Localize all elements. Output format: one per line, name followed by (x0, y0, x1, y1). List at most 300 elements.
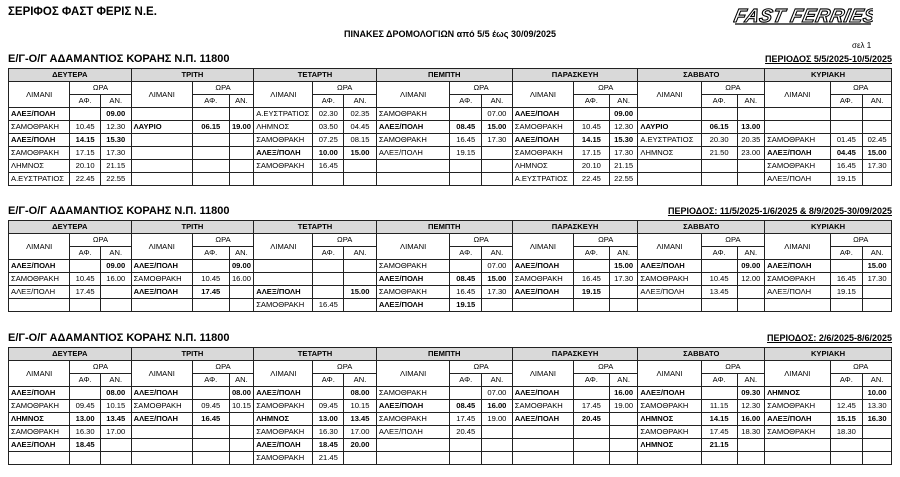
arrival-cell: 15.00 (863, 147, 892, 160)
port-cell (512, 452, 573, 465)
port-cell (131, 173, 192, 186)
port-cell (765, 121, 830, 134)
departure-cell: 09.45 (70, 400, 101, 413)
arrival-cell (482, 299, 513, 312)
arrival-column-header: ΑΝ. (863, 95, 892, 108)
port-cell: ΛΗΜΝΟΣ (638, 439, 701, 452)
arrival-cell (737, 452, 765, 465)
departure-cell: 07.25 (313, 134, 344, 147)
arrival-cell: 17.30 (100, 147, 131, 160)
port-cell: ΣΑΜΟΘΡΑΚΗ (131, 273, 192, 286)
port-cell (765, 452, 830, 465)
port-cell: ΣΑΜΟΘΡΑΚΗ (376, 134, 450, 147)
departure-column-header: ΑΦ. (701, 374, 737, 387)
time-column-header: ΩΡΑ (70, 234, 131, 247)
departure-cell: 13.00 (70, 413, 101, 426)
arrival-cell: 16.00 (737, 413, 765, 426)
arrival-cell: 17.30 (609, 273, 638, 286)
arrival-cell: 08.00 (100, 387, 131, 400)
arrival-column-header: ΑΝ. (737, 95, 765, 108)
port-cell: ΣΑΜΟΘΡΑΚΗ (376, 108, 450, 121)
port-cell: ΛΑΥΡΙΟ (131, 121, 192, 134)
port-cell: ΛΗΜΝΟΣ (9, 413, 70, 426)
port-cell: ΛΗΜΝΟΣ (638, 147, 701, 160)
timetable-table (8, 347, 892, 465)
day-header: ΠΕΜΠΤΗ (376, 348, 512, 361)
port-cell (131, 426, 192, 439)
port-cell: ΑΛΕΞ/ΠΟΛΗ (254, 387, 313, 400)
day-header: ΚΥΡΙΑΚΗ (765, 69, 892, 82)
departure-cell: 18.45 (313, 439, 344, 452)
arrival-cell: 02.35 (344, 108, 377, 121)
section-period: ΠΕΡΙΟΔΟΣ: 2/6/2025-8/6/2025 (767, 333, 892, 343)
port-cell: ΣΑΜΟΘΡΑΚΗ (765, 160, 830, 173)
port-cell (9, 299, 70, 312)
port-cell: ΑΛΕΞ/ΠΟΛΗ (512, 387, 573, 400)
arrival-cell: 10.15 (344, 400, 377, 413)
departure-cell: 14.15 (70, 134, 101, 147)
arrival-column-header: ΑΝ. (100, 95, 131, 108)
departure-cell: 16.45 (313, 160, 344, 173)
arrival-cell (609, 299, 638, 312)
arrival-column-header: ΑΝ. (344, 247, 377, 260)
port-cell: ΣΑΜΟΘΡΑΚΗ (638, 400, 701, 413)
section-title: Ε/Γ-Ο/Γ ΑΔΑΜΑΝΤΙΟΣ ΚΟΡΑΗΣ Ν.Π. 11800 (8, 53, 230, 65)
day-header: ΚΥΡΙΑΚΗ (765, 348, 892, 361)
port-cell: Α.ΕΥΣΤΡΑΤΙΟΣ (254, 108, 313, 121)
day-header: ΤΕΤΑΡΤΗ (254, 221, 377, 234)
document-title: ΠΙΝΑΚΕΣ ΔΡΟΜΟΛΟΓΙΩΝ από 5/5 έως 30/09/2025 (343, 29, 556, 39)
port-column-header: ΛΙΜΑΝΙ (638, 82, 701, 108)
port-cell: ΑΛΕΞ/ΠΟΛΗ (765, 147, 830, 160)
departure-cell (701, 387, 737, 400)
port-cell: ΑΛΕΞ/ΠΟΛΗ (131, 286, 192, 299)
departure-cell (830, 108, 863, 121)
departure-cell: 12.45 (830, 400, 863, 413)
port-cell: ΑΛΕΞ/ΠΟΛΗ (254, 439, 313, 452)
port-cell: ΣΑΜΟΘΡΑΚΗ (9, 426, 70, 439)
port-cell (376, 439, 450, 452)
arrival-cell: 09.00 (100, 108, 131, 121)
departure-cell: 20.45 (574, 413, 610, 426)
departure-cell: 16.30 (313, 426, 344, 439)
port-cell: ΣΑΜΟΘΡΑΚΗ (512, 400, 573, 413)
departure-cell (192, 108, 229, 121)
arrival-cell (344, 299, 377, 312)
day-header: ΠΕΜΠΤΗ (376, 221, 512, 234)
departure-cell: 18.45 (70, 439, 101, 452)
arrival-cell: 15.30 (100, 134, 131, 147)
port-cell: ΣΑΜΟΘΡΑΚΗ (765, 134, 830, 147)
arrival-cell: 10.15 (229, 400, 254, 413)
arrival-cell: 17.30 (863, 273, 892, 286)
departure-cell: 08.45 (450, 273, 482, 286)
arrival-cell (229, 108, 254, 121)
port-column-header: ΛΙΜΑΝΙ (9, 82, 70, 108)
port-cell (131, 160, 192, 173)
arrival-cell (609, 439, 638, 452)
arrival-cell (344, 452, 377, 465)
departure-cell (574, 452, 610, 465)
time-column-header: ΩΡΑ (450, 234, 512, 247)
arrival-column-header: ΑΝ. (609, 95, 638, 108)
departure-cell (450, 439, 482, 452)
departure-cell: 10.45 (192, 273, 229, 286)
day-header: ΤΡΙΤΗ (131, 348, 254, 361)
table-row (9, 121, 892, 134)
arrival-cell: 09.30 (737, 387, 765, 400)
arrival-column-header: ΑΝ. (229, 247, 254, 260)
port-cell: ΣΑΜΟΘΡΑΚΗ (765, 273, 830, 286)
departure-cell: 10.45 (70, 273, 101, 286)
arrival-cell (863, 426, 892, 439)
arrival-cell: 12.30 (737, 400, 765, 413)
port-cell: ΣΑΜΟΘΡΑΚΗ (512, 147, 573, 160)
arrival-cell: 08.00 (229, 387, 254, 400)
arrival-cell (609, 286, 638, 299)
port-column-header: ΛΙΜΑΝΙ (254, 234, 313, 260)
port-cell: ΛΗΜΝΟΣ (254, 413, 313, 426)
port-cell: Α.ΕΥΣΤΡΑΤΙΟΣ (512, 173, 573, 186)
day-header: ΤΡΙΤΗ (131, 69, 254, 82)
arrival-cell: 15.00 (344, 147, 377, 160)
departure-cell: 17.15 (70, 147, 101, 160)
departure-column-header: ΑΦ. (450, 247, 482, 260)
arrival-cell: 02.45 (863, 134, 892, 147)
departure-cell (830, 387, 863, 400)
port-cell: ΑΛΕΞ/ΠΟΛΗ (9, 260, 70, 273)
port-cell: ΣΑΜΟΘΡΑΚΗ (765, 400, 830, 413)
departure-cell: 06.15 (701, 121, 737, 134)
departure-cell (313, 387, 344, 400)
arrival-column-header: ΑΝ. (229, 374, 254, 387)
arrival-cell (737, 160, 765, 173)
arrival-cell (229, 160, 254, 173)
departure-cell (830, 299, 863, 312)
departure-cell (70, 299, 101, 312)
departure-cell (450, 108, 482, 121)
port-cell: ΑΛΕΞ/ΠΟΛΗ (638, 387, 701, 400)
table-row (9, 452, 892, 465)
port-cell: ΑΛΕΞ/ΠΟΛΗ (131, 387, 192, 400)
port-column-header: ΛΙΜΑΝΙ (254, 361, 313, 387)
day-header: ΔΕΥΤΕΡΑ (9, 348, 132, 361)
departure-cell (313, 260, 344, 273)
departure-cell: 19.15 (574, 286, 610, 299)
departure-cell (192, 134, 229, 147)
arrival-cell: 16.00 (482, 400, 513, 413)
time-column-header: ΩΡΑ (701, 82, 764, 95)
arrival-cell (609, 413, 638, 426)
departure-cell (192, 439, 229, 452)
departure-cell: 21.45 (313, 452, 344, 465)
departure-cell: 19.15 (450, 147, 482, 160)
arrival-cell (863, 439, 892, 452)
arrival-column-header: ΑΝ. (100, 247, 131, 260)
departure-cell: 01.45 (830, 134, 863, 147)
port-cell (254, 273, 313, 286)
arrival-cell (100, 452, 131, 465)
arrival-cell (229, 173, 254, 186)
table-row (9, 400, 892, 413)
departure-cell: 16.45 (313, 299, 344, 312)
arrival-cell (482, 147, 513, 160)
arrival-column-header: ΑΝ. (482, 374, 513, 387)
departure-cell: 16.45 (192, 413, 229, 426)
arrival-cell (609, 452, 638, 465)
arrival-cell: 15.00 (482, 273, 513, 286)
day-header: ΤΕΤΑΡΤΗ (254, 348, 377, 361)
port-column-header: ΛΙΜΑΝΙ (765, 234, 830, 260)
departure-cell (574, 426, 610, 439)
departure-cell: 08.45 (450, 400, 482, 413)
departure-cell: 09.45 (313, 400, 344, 413)
departure-column-header: ΑΦ. (192, 374, 229, 387)
departure-cell: 20.10 (70, 160, 101, 173)
port-cell: ΣΑΜΟΘΡΑΚΗ (765, 426, 830, 439)
departure-cell: 19.15 (830, 286, 863, 299)
arrival-cell: 22.55 (100, 173, 131, 186)
departure-cell: 22.45 (70, 173, 101, 186)
departure-cell: 20.45 (450, 426, 482, 439)
departure-column-header: ΑΦ. (830, 95, 863, 108)
arrival-cell: 17.30 (863, 160, 892, 173)
departure-cell (701, 108, 737, 121)
port-column-header: ΛΙΜΑΝΙ (376, 361, 450, 387)
port-cell: ΣΑΜΟΘΡΑΚΗ (254, 299, 313, 312)
departure-cell (192, 426, 229, 439)
table-row (9, 108, 892, 121)
departure-column-header: ΑΦ. (830, 247, 863, 260)
arrival-cell: 15.30 (609, 134, 638, 147)
port-column-header: ΛΙΜΑΝΙ (9, 234, 70, 260)
port-cell: ΛΗΜΝΟΣ (254, 121, 313, 134)
arrival-cell (229, 286, 254, 299)
departure-cell: 13.45 (701, 286, 737, 299)
port-column-header: ΛΙΜΑΝΙ (512, 82, 573, 108)
port-cell: ΑΛΕΞ/ΠΟΛΗ (376, 426, 450, 439)
departure-column-header: ΑΦ. (574, 374, 610, 387)
departure-column-header: ΑΦ. (574, 95, 610, 108)
day-header: ΠΕΜΠΤΗ (376, 69, 512, 82)
port-cell: ΣΑΜΟΘΡΑΚΗ (376, 260, 450, 273)
departure-cell (450, 452, 482, 465)
arrival-cell: 21.15 (609, 160, 638, 173)
departure-cell (70, 452, 101, 465)
day-header: ΚΥΡΙΑΚΗ (765, 221, 892, 234)
port-column-header: ΛΙΜΑΝΙ (765, 82, 830, 108)
arrival-cell: 20.00 (344, 439, 377, 452)
arrival-cell: 16.00 (229, 273, 254, 286)
arrival-cell (229, 147, 254, 160)
arrival-cell (100, 439, 131, 452)
port-column-header: ΛΙΜΑΝΙ (131, 234, 192, 260)
table-row (9, 413, 892, 426)
departure-cell: 14.15 (701, 413, 737, 426)
arrival-cell: 21.15 (100, 160, 131, 173)
departure-cell: 17.45 (192, 286, 229, 299)
port-cell: ΣΑΜΟΘΡΑΚΗ (376, 286, 450, 299)
port-column-header: ΛΙΜΑΝΙ (638, 234, 701, 260)
section-title: Ε/Γ-Ο/Γ ΑΔΑΜΑΝΤΙΟΣ ΚΟΡΑΗΣ Ν.Π. 11800 (8, 332, 230, 344)
port-cell: ΣΑΜΟΘΡΑΚΗ (376, 413, 450, 426)
port-cell: ΣΑΜΟΘΡΑΚΗ (9, 273, 70, 286)
port-cell: ΛΗΜΝΟΣ (765, 387, 830, 400)
departure-cell: 18.30 (830, 426, 863, 439)
arrival-cell (737, 286, 765, 299)
arrival-cell (344, 260, 377, 273)
departure-cell (192, 173, 229, 186)
departure-cell (574, 387, 610, 400)
arrival-cell (863, 286, 892, 299)
port-cell (638, 160, 701, 173)
port-cell: ΣΑΜΟΘΡΑΚΗ (638, 426, 701, 439)
port-column-header: ΛΙΜΑΝΙ (376, 82, 450, 108)
timetable-table (8, 220, 892, 312)
time-column-header: ΩΡΑ (450, 82, 512, 95)
day-header: ΔΕΥΤΕΡΑ (9, 69, 132, 82)
departure-cell (830, 121, 863, 134)
port-cell: ΑΛΕΞ/ΠΟΛΗ (765, 286, 830, 299)
port-cell: Α.ΕΥΣΤΡΑΤΙΟΣ (638, 134, 701, 147)
departure-cell: 14.15 (574, 134, 610, 147)
time-column-header: ΩΡΑ (830, 82, 892, 95)
time-column-header: ΩΡΑ (70, 361, 131, 374)
day-header: ΤΕΤΑΡΤΗ (254, 69, 377, 82)
departure-column-header: ΑΦ. (450, 374, 482, 387)
table-row (9, 387, 892, 400)
port-cell: ΑΛΕΞ/ΠΟΛΗ (9, 108, 70, 121)
arrival-cell (737, 439, 765, 452)
arrival-cell (229, 439, 254, 452)
departure-cell: 19.15 (830, 173, 863, 186)
departure-cell: 16.45 (450, 286, 482, 299)
arrival-column-header: ΑΝ. (100, 374, 131, 387)
arrival-cell: 16.30 (863, 413, 892, 426)
departure-column-header: ΑΦ. (450, 95, 482, 108)
timetable-table (8, 68, 892, 186)
table-row (9, 439, 892, 452)
port-cell: ΛΑΥΡΙΟ (638, 121, 701, 134)
arrival-cell: 17.30 (482, 134, 513, 147)
arrival-column-header: ΑΝ. (344, 374, 377, 387)
port-cell: ΑΛΕΞ/ΠΟΛΗ (765, 413, 830, 426)
arrival-cell (229, 452, 254, 465)
arrival-cell (482, 173, 513, 186)
port-cell (131, 439, 192, 452)
departure-column-header: ΑΦ. (701, 247, 737, 260)
departure-column-header: ΑΦ. (192, 247, 229, 260)
port-cell: ΑΛΕΞ/ΠΟΛΗ (9, 439, 70, 452)
port-column-header: ΛΙΜΑΝΙ (765, 361, 830, 387)
port-cell: ΑΛΕΞ/ΠΟΛΗ (376, 400, 450, 413)
arrival-cell: 15.00 (863, 260, 892, 273)
arrival-cell: 19.00 (229, 121, 254, 134)
port-cell: ΣΑΜΟΘΡΑΚΗ (254, 452, 313, 465)
time-column-header: ΩΡΑ (830, 361, 892, 374)
port-cell: ΑΛΕΞ/ΠΟΛΗ (376, 147, 450, 160)
departure-cell: 16.30 (70, 426, 101, 439)
departure-cell: 10.45 (574, 121, 610, 134)
arrival-cell: 10.00 (863, 387, 892, 400)
departure-cell: 10.00 (313, 147, 344, 160)
port-cell: ΑΛΕΞ/ΠΟΛΗ (765, 173, 830, 186)
time-column-header: ΩΡΑ (313, 234, 376, 247)
table-row (9, 173, 892, 186)
port-cell: ΣΑΜΟΘΡΑΚΗ (512, 273, 573, 286)
arrival-cell: 10.15 (100, 400, 131, 413)
fast-ferries-logo (733, 4, 873, 31)
day-header: ΔΕΥΤΕΡΑ (9, 221, 132, 234)
port-cell (765, 108, 830, 121)
arrival-cell: 15.00 (344, 286, 377, 299)
arrival-cell (863, 121, 892, 134)
arrival-cell: 09.00 (609, 108, 638, 121)
departure-cell (192, 160, 229, 173)
port-cell: ΣΑΜΟΘΡΑΚΗ (254, 426, 313, 439)
day-header: ΣΑΒΒΑΤΟ (638, 221, 765, 234)
port-cell: ΑΛΕΞ/ΠΟΛΗ (254, 147, 313, 160)
departure-cell (574, 108, 610, 121)
time-column-header: ΩΡΑ (192, 82, 253, 95)
departure-cell: 20.10 (574, 160, 610, 173)
arrival-cell (482, 439, 513, 452)
departure-cell (70, 108, 101, 121)
table-row (9, 260, 892, 273)
port-cell: ΣΑΜΟΘΡΑΚΗ (131, 400, 192, 413)
time-column-header: ΩΡΑ (574, 82, 638, 95)
port-cell: ΑΛΕΞ/ΠΟΛΗ (638, 260, 701, 273)
day-header: ΠΑΡΑΣΚΕΥΗ (512, 348, 638, 361)
departure-cell (313, 273, 344, 286)
port-cell: ΑΛΕΞ/ΠΟΛΗ (512, 108, 573, 121)
arrival-cell (737, 108, 765, 121)
port-cell: ΣΑΜΟΘΡΑΚΗ (254, 134, 313, 147)
departure-cell: 17.45 (574, 400, 610, 413)
port-cell: ΑΛΕΞ/ΠΟΛΗ (376, 299, 450, 312)
departure-cell: 11.15 (701, 400, 737, 413)
departure-cell (830, 452, 863, 465)
departure-column-header: ΑΦ. (701, 95, 737, 108)
arrival-cell: 13.45 (344, 413, 377, 426)
port-column-header: ΛΙΜΑΝΙ (131, 361, 192, 387)
departure-cell: 10.45 (701, 273, 737, 286)
arrival-cell: 23.00 (737, 147, 765, 160)
departure-cell: 17.45 (701, 426, 737, 439)
departure-cell (192, 260, 229, 273)
port-column-header: ΛΙΜΑΝΙ (376, 234, 450, 260)
arrival-cell (229, 134, 254, 147)
arrival-column-header: ΑΝ. (482, 95, 513, 108)
port-cell: ΑΛΕΞ/ΠΟΛΗ (765, 260, 830, 273)
departure-cell (450, 387, 482, 400)
arrival-cell (482, 160, 513, 173)
departure-column-header: ΑΦ. (574, 247, 610, 260)
port-cell (765, 299, 830, 312)
departure-cell: 16.45 (830, 273, 863, 286)
arrival-cell (344, 160, 377, 173)
arrival-cell: 12.30 (100, 121, 131, 134)
arrival-cell: 12.00 (737, 273, 765, 286)
arrival-cell (344, 173, 377, 186)
time-column-header: ΩΡΑ (830, 234, 892, 247)
port-cell (131, 147, 192, 160)
arrival-cell: 07.00 (482, 108, 513, 121)
departure-cell: 16.45 (574, 273, 610, 286)
port-cell (638, 299, 701, 312)
departure-cell: 21.50 (701, 147, 737, 160)
arrival-cell: 22.55 (609, 173, 638, 186)
